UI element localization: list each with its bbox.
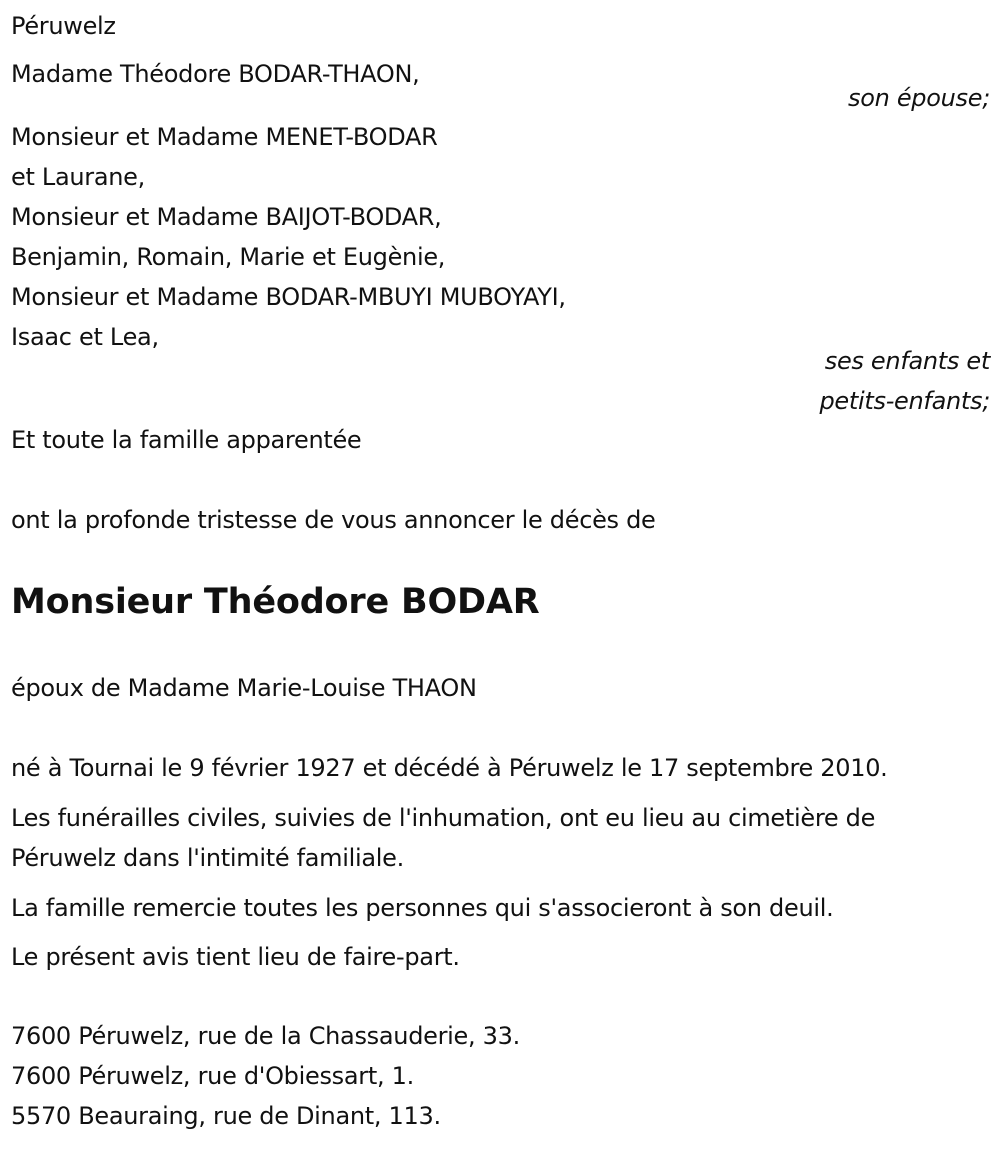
family-line: Monsieur et Madame MENET-BODAR <box>11 123 438 151</box>
extended-family: Et toute la famille apparentée <box>11 426 362 454</box>
children-role-line1: ses enfants et <box>824 347 990 375</box>
family-line: Monsieur et Madame BODAR-MBUYI MUBOYAYI, <box>11 283 566 311</box>
family-line: et Laurane, <box>11 163 145 191</box>
spouse-name: Madame Théodore BODAR-THAON, <box>11 60 420 88</box>
address-line: 7600 Péruwelz, rue de la Chassauderie, 33. <box>11 1022 520 1050</box>
funeral-line2: Péruwelz dans l'intimité familiale. <box>11 844 404 872</box>
children-role-line2: petits-enfants; <box>819 387 990 415</box>
spouse-role: son épouse; <box>848 84 990 112</box>
family-line: Isaac et Lea, <box>11 323 159 351</box>
announcement-intro: ont la profonde tristesse de vous annoncer le décès de <box>11 506 656 534</box>
funeral-line1: Les funérailles civiles, suivies de l'inhumation, ont eu lieu au cimetière de <box>11 804 876 832</box>
city-header: Péruwelz <box>11 12 116 40</box>
family-line: Benjamin, Romain, Marie et Eugènie, <box>11 243 446 271</box>
family-line: Monsieur et Madame BAIJOT-BODAR, <box>11 203 442 231</box>
birth-death: né à Tournai le 9 février 1927 et décédé à Péruwelz le 17 septembre 2010. <box>11 754 888 782</box>
notice-line: Le présent avis tient lieu de faire-part. <box>11 943 460 971</box>
address-line: 7600 Péruwelz, rue d'Obiessart, 1. <box>11 1062 414 1090</box>
address-line: 5570 Beauraing, rue de Dinant, 113. <box>11 1102 441 1130</box>
thanks-line: La famille remercie toutes les personnes qui s'associeront à son deuil. <box>11 894 834 922</box>
spouse-of: époux de Madame Marie-Louise THAON <box>11 674 477 702</box>
deceased-name: Monsieur Théodore BODAR <box>11 582 540 622</box>
